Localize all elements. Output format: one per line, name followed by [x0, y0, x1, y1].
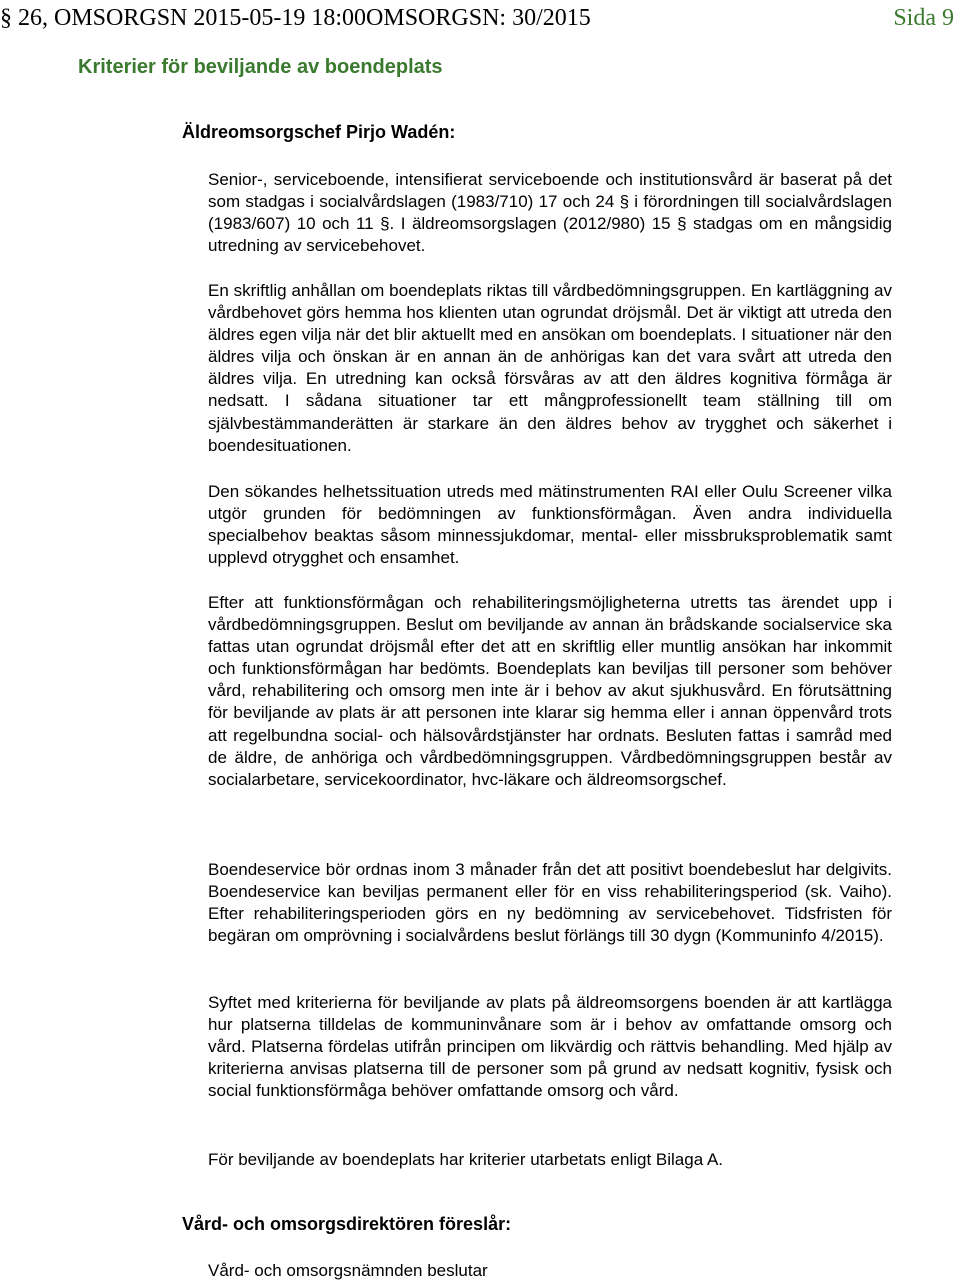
page-title: Kriterier för beviljande av boendeplats — [78, 56, 443, 78]
paragraph-application: En skriftlig anhållan om boendeplats riktas till vårdbedömningsgruppen. En kartläggning av vårdbehovet görs hemma hos klienten utan ogrundat dröjsmål. Det är viktigt att utreda den äldres egen vilja när det blir aktuellt med en ansökan om boendeplats. I situationer när den äldres vilja och önskan är en annan än de anhörigas kan det vara svårt att utreda den äldres vilja. En utredning kan också försvåras av att den äldres kognitiva förmåga är nedsatt. I sådana situationer tar ett mångprofessionellt team ställning till om självbestämmanderätten är starkare än den äldres behov av trygghet och säkerhet i boendesituationen. — [208, 281, 892, 455]
paragraph-decision-process: Efter att funktionsförmågan och rehabiliteringsmöjligheterna utretts tas ärendet upp i vårdbedömningsgruppen. Beslut om beviljande av annan än brådskande socialservice ska fattas utan ogrundat dröjsmål efter det att en skriftlig eller muntlig ansökan har inkommit och funktionsförmågan har bedömts. Boendeplats kan beviljas till personer som behöver vård, rehabilitering och omsorg men inte är i behov av akut sjukhusvård. En förutsättning för beviljande av plats är att personen inte klarar sig hemma eller i annan öppenvård trots att regelbundna social- och hälsovårdstjänster har ordnats. Besluten fattas i samråd med de äldre, de anhöriga och vårdbedömningsgruppen. Vårdbedömningsgruppen består av socialarbetare, servicekoordinator, hvc-läkare och äldreomsorgschef. — [208, 593, 892, 789]
paragraph-legal-basis: Senior-, serviceboende, intensifierat serviceboende och institutionsvård är baserat på det som stadgas i socialvårdslagen (1983/710) 17 och 24 § i förordningen till socialvårdslagen (1983/607) 10 och 11 §. I äldreomsorgslagen (2012/980) 15 § stadgas om en mångsidig utredning av servicebehovet. — [208, 170, 892, 256]
page-number: Sida 9 — [893, 5, 954, 31]
paragraph-purpose: Syftet med kriterierna för beviljande av plats på äldreomsorgens boenden är att kartlägga hur platserna tilldelas de kommuninvånare som är i behov av omfattande omsorg och vård. Platserna fördelas utifrån principen om likvärdig och rättvis behandling. Med hjälp av kriterierna anvisas platserna till de personer som på grund av nedsatt kognitiv, fysisk och social funktionsförmåga behöver omfattande omsorg och vård. — [208, 993, 892, 1101]
author-line: Äldreomsorgschef Pirjo Wadén: — [182, 122, 456, 142]
header-section-reference: § 26, OMSORGSN 2015-05-19 18:00OMSORGSN: 30/2015 — [0, 5, 591, 31]
paragraph-service-timeline: Boendeservice bör ordnas inom 3 månader från det att positivt boendebeslut har delgivits. Boendeservice kan beviljas permanent eller för en viss rehabiliteringsperiod (sk. Vaiho). Efter rehabiliteringsperioden görs en ny bedömning av servicebehovet. Tidsfristen för begäran om omprövning i socialvårdens beslut förlängs till 30 dygn (Kommuninfo 4/2015). — [208, 860, 892, 946]
decision-line: Vård- och omsorgsnämnden beslutar — [208, 1261, 488, 1280]
proposer-line: Vård- och omsorgsdirektören föreslår: — [182, 1214, 512, 1234]
paragraph-attachment-reference: För beviljande av boendeplats har kriterier utarbetats enligt Bilaga A. — [208, 1150, 724, 1169]
paragraph-assessment: Den sökandes helhetssituation utreds med mätinstrumenten RAI eller Oulu Screener vilka utgör grunden för bedömningen av funktionsförmågan. Även andra individuella specialbehov beaktas såsom minnessjukdomar, mental- eller missbruksproblematik samt upplevd otrygghet och ensamhet. — [208, 482, 892, 568]
